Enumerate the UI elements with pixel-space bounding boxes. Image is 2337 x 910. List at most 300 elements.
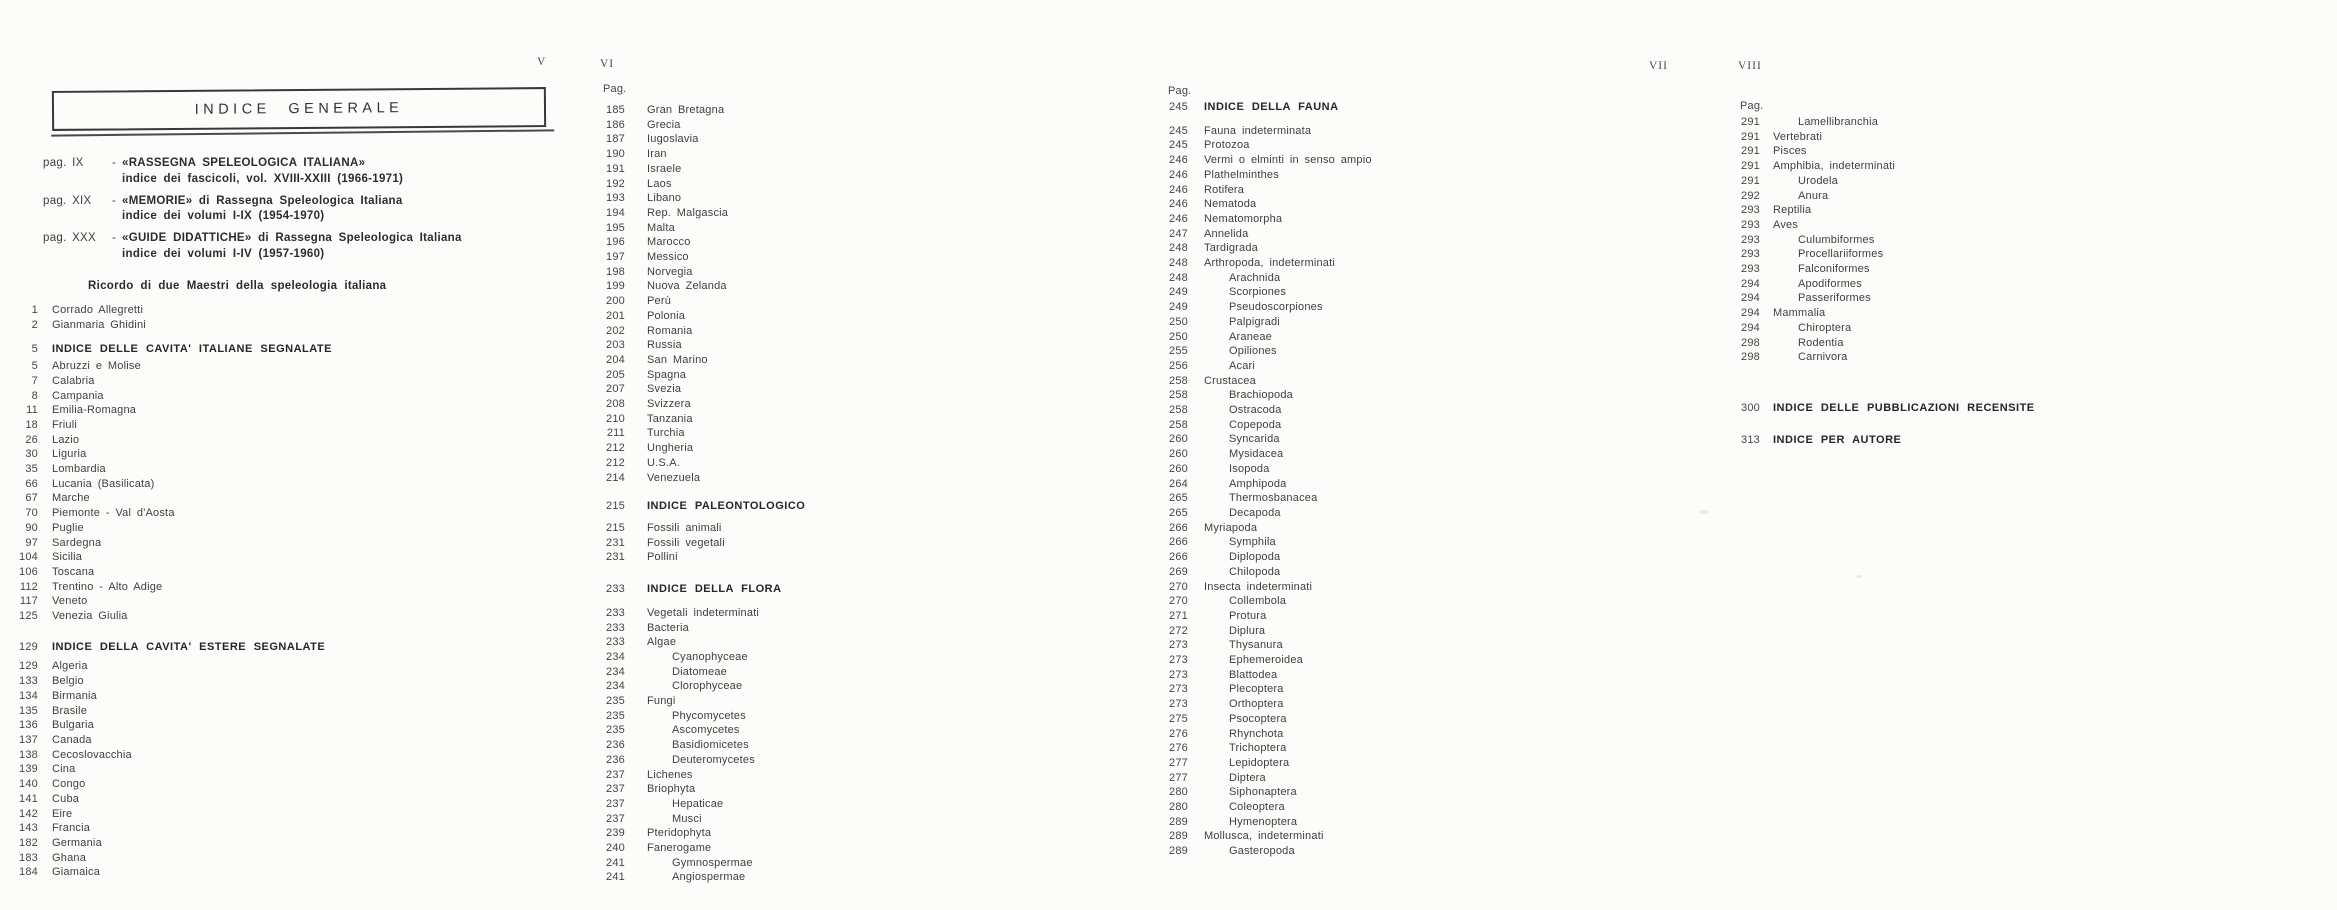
index-row (1740, 350, 2140, 365)
row-page-number: 143 (19, 822, 38, 835)
row-page-number: 265 (1169, 506, 1188, 519)
row-page-number: 204 (606, 353, 625, 366)
row-label: Marocco (647, 236, 691, 249)
row-label: Vegetali indeterminati (647, 606, 760, 619)
row-label: Svezia (647, 383, 682, 396)
index-row (0, 318, 480, 333)
index-row (1168, 771, 1528, 786)
row-label: Rotifera (1204, 183, 1245, 196)
page-vii-index-rows (1168, 100, 1528, 859)
row-page-number: 18 (25, 418, 38, 431)
row-label: Ephemeroidea (1229, 654, 1303, 667)
page-viii-index-rows (1740, 115, 2140, 447)
row-label: Anura (1798, 189, 1829, 202)
row-page-number: 280 (1169, 786, 1188, 799)
row-page-number: 241 (606, 871, 625, 884)
row-label: Lombardia (52, 463, 106, 476)
row-page-number: 280 (1169, 801, 1188, 814)
row-page-number: 248 (1169, 257, 1188, 270)
page-numeral-viii: VIII (1738, 60, 1762, 72)
row-page-number: 8 (31, 389, 38, 402)
front-matter-entries (43, 156, 523, 269)
row-page-number: 212 (606, 456, 625, 469)
row-page-number: 265 (1169, 492, 1188, 505)
index-row (600, 368, 930, 383)
row-label: Phycomycetes (672, 709, 746, 722)
row-page-number: 245 (1169, 101, 1188, 113)
row-page-number: 5 (31, 343, 38, 356)
row-page-number: 97 (25, 536, 38, 549)
row-label: Liguria (52, 448, 87, 461)
index-row (1168, 153, 1528, 168)
row-page-number: 270 (1169, 580, 1188, 593)
row-label: Francia (52, 822, 91, 835)
index-row (0, 777, 480, 792)
row-label: Rhynchota (1229, 727, 1284, 740)
row-label: Insecta indeterminati (1204, 580, 1313, 593)
row-label: Lazio (52, 433, 80, 446)
row-label: Pollini (647, 551, 678, 564)
index-row (1740, 159, 2140, 174)
row-page-number: 186 (606, 118, 625, 131)
index-row (1168, 212, 1528, 227)
row-label: Eire (52, 807, 73, 820)
index-row (600, 621, 930, 636)
row-label: Fossili vegetali (647, 536, 725, 549)
row-label: Iugoslavia (647, 133, 699, 146)
row-page-number: 26 (25, 433, 38, 446)
row-page-number: 266 (1169, 536, 1188, 549)
row-label: Tanzania (647, 412, 693, 425)
index-row (1168, 285, 1528, 300)
row-page-number: 104 (19, 551, 38, 564)
row-page-number: 236 (606, 753, 625, 766)
row-page-number: 293 (1741, 233, 1760, 246)
row-label: Falconiformes (1798, 263, 1870, 276)
row-page-number: 185 (606, 104, 625, 116)
index-row (0, 851, 480, 866)
row-page-number: 234 (606, 650, 625, 663)
row-page-number: 11 (26, 404, 38, 417)
index-row (0, 491, 480, 506)
index-row (600, 397, 930, 412)
index-row (0, 689, 480, 704)
row-label: Ungheria (647, 442, 694, 455)
row-page-number: 239 (606, 827, 625, 840)
row-page-number: 137 (19, 733, 38, 746)
row-page-number: 194 (606, 206, 625, 219)
row-page-number: 208 (606, 398, 625, 411)
row-page-number: 30 (25, 448, 38, 461)
row-page-number: 273 (1169, 668, 1188, 681)
row-label: Blattodea (1229, 668, 1278, 681)
row-label: Norvegia (647, 265, 693, 278)
row-page-number: 195 (606, 221, 625, 234)
row-page-number: 294 (1741, 292, 1760, 305)
row-label: Coleoptera (1229, 801, 1285, 814)
row-page-number: 215 (606, 500, 625, 513)
row-label: INDICE PALEONTOLOGICO (647, 500, 806, 513)
row-label: Ostracoda (1229, 404, 1282, 417)
row-label: Urodela (1798, 174, 1838, 187)
index-row (600, 279, 930, 294)
row-label: Malta (647, 221, 675, 234)
row-page-number: 246 (1169, 198, 1188, 211)
index-row (0, 389, 480, 404)
row-label: Nuova Zelanda (647, 280, 727, 293)
index-row (1168, 682, 1528, 697)
row-label: Briophyta (647, 783, 696, 796)
index-row (600, 147, 930, 162)
row-label: Brasile (52, 704, 88, 717)
row-label: Clorophyceae (672, 680, 743, 693)
index-row (1168, 432, 1528, 447)
row-page-number: 231 (606, 551, 625, 564)
row-page-number: 246 (1169, 212, 1188, 225)
row-label: Venezia Giulia (52, 610, 128, 623)
row-page-number: 191 (606, 162, 625, 175)
index-row (1740, 401, 2140, 416)
row-page-number: 258 (1169, 418, 1188, 431)
index-row (1740, 203, 2140, 218)
row-page-number: 234 (606, 680, 625, 693)
row-page-number: 129 (19, 640, 38, 653)
row-page-number: 273 (1169, 683, 1188, 696)
row-label: Pisces (1773, 145, 1807, 158)
row-page-number: 273 (1169, 698, 1188, 711)
index-row (0, 550, 480, 565)
row-label: U.S.A. (647, 456, 680, 469)
index-row (1168, 785, 1528, 800)
dash-separator: - (112, 157, 116, 169)
row-page-number: 270 (1169, 595, 1188, 608)
row-label: Crustacea (1204, 374, 1256, 387)
index-row (1740, 321, 2140, 336)
index-row (1168, 138, 1528, 153)
row-label: Nematoda (1204, 198, 1257, 211)
row-label: Venezuela (647, 471, 701, 484)
dedication-line: Ricordo di due Maestri della speleologia italiana (88, 280, 387, 292)
row-page-number: 197 (606, 251, 625, 264)
page-vi-index-rows (600, 103, 930, 885)
row-page-number: 203 (606, 339, 625, 352)
row-label: Collembola (1229, 595, 1287, 608)
index-row (600, 382, 930, 397)
row-page-number: 138 (19, 748, 38, 761)
row-page-number: 133 (19, 675, 38, 688)
row-label: Angiospermae (672, 871, 746, 884)
index-row (0, 718, 480, 733)
index-row (600, 338, 930, 353)
row-label: Lamellibranchia (1798, 116, 1879, 128)
index-row (0, 580, 480, 595)
index-row (1168, 168, 1528, 183)
row-page-number: 277 (1169, 756, 1188, 769)
row-label: Decapoda (1229, 506, 1281, 519)
row-page-number: 246 (1169, 168, 1188, 181)
row-label: Canada (52, 733, 92, 746)
row-label: Plathelminthes (1204, 168, 1279, 181)
row-page-number: 266 (1169, 551, 1188, 564)
row-page-number: 207 (606, 383, 625, 396)
index-row (600, 353, 930, 368)
page-title: INDICE GENERALE (194, 100, 404, 118)
row-page-number: 300 (1741, 401, 1760, 414)
row-label: Araneae (1229, 330, 1272, 343)
row-label: Gasteropoda (1229, 845, 1295, 858)
row-label: Cecoslovacchia (52, 748, 132, 761)
row-label: Amphipoda (1229, 477, 1287, 490)
row-label: Ghana (52, 851, 87, 864)
row-page-number: 129 (19, 660, 38, 673)
front-entry-text (122, 231, 523, 262)
index-row (600, 536, 930, 551)
row-page-number: 264 (1169, 477, 1188, 490)
row-page-number: 249 (1169, 301, 1188, 314)
row-page-number: 291 (1741, 145, 1760, 158)
row-page-number: 140 (19, 778, 38, 791)
row-page-number: 1 (31, 304, 38, 316)
row-page-number: 193 (606, 192, 625, 205)
row-label: Gianmaria Ghidini (52, 318, 146, 331)
row-label: Psocoptera (1229, 712, 1287, 725)
index-row (0, 640, 480, 655)
front-entry-line2: indice dei volumi I-IV (1957-1960) (122, 247, 325, 260)
row-label: INDICE DELLE CAVITA' ITALIANE SEGNALATE (52, 343, 332, 356)
index-row (1168, 506, 1528, 521)
index-row (600, 309, 930, 324)
row-page-number: 289 (1169, 830, 1188, 843)
index-row (1168, 594, 1528, 609)
row-label: Lichenes (647, 768, 693, 781)
index-row (600, 709, 930, 724)
row-label: Aves (1773, 218, 1799, 231)
index-row (0, 477, 480, 492)
row-label: Sardegna (52, 536, 102, 549)
dash-separator: - (112, 194, 116, 207)
row-label: Basidiomicetes (672, 739, 749, 752)
row-label: Toscana (52, 565, 95, 578)
index-row (1740, 336, 2140, 351)
row-label: Friuli (52, 418, 78, 431)
row-label: Sicilia (52, 551, 83, 564)
row-label: Ascomycetes (672, 724, 740, 737)
row-label: Algae (647, 636, 677, 649)
row-page-number: 291 (1741, 130, 1760, 143)
index-row (600, 665, 930, 680)
index-row (1168, 756, 1528, 771)
row-label: Thermosbanacea (1229, 492, 1318, 505)
row-label: INDICE PER AUTORE (1773, 433, 1902, 446)
row-label: Isopoda (1229, 462, 1270, 475)
index-row (1168, 241, 1528, 256)
row-page-number: 235 (606, 709, 625, 722)
row-page-number: 196 (606, 236, 625, 249)
index-row (0, 807, 480, 822)
index-row (1740, 130, 2140, 145)
row-page-number: 198 (606, 265, 625, 278)
index-row (1740, 174, 2140, 189)
index-row (1168, 344, 1528, 359)
row-page-number: 245 (1169, 139, 1188, 152)
index-row (1168, 712, 1528, 727)
row-page-number: 293 (1741, 248, 1760, 261)
page-numeral-vii: VII (1649, 60, 1668, 72)
index-row (1168, 550, 1528, 565)
index-row (600, 723, 930, 738)
index-row (1168, 197, 1528, 212)
dash-separator: - (112, 232, 116, 245)
index-row (1740, 144, 2140, 159)
pag-column-header-vi: Pag. (603, 83, 627, 95)
index-row (1168, 256, 1528, 271)
index-row (0, 594, 480, 609)
row-label: Emilia-Romagna (52, 404, 137, 417)
index-row (1168, 653, 1528, 668)
index-row (0, 609, 480, 624)
row-page-number: 298 (1741, 336, 1760, 349)
row-page-number: 201 (606, 309, 625, 322)
scan-artifact (1700, 510, 1708, 514)
row-label: Lepidoptera (1229, 756, 1290, 769)
row-label: Rodentia (1798, 336, 1844, 349)
row-label: Chiroptera (1798, 321, 1852, 334)
row-page-number: 112 (19, 580, 38, 593)
index-row (0, 659, 480, 674)
row-label: Mammalia (1773, 307, 1826, 320)
index-row (1168, 624, 1528, 639)
index-row (600, 679, 930, 694)
row-page-number: 291 (1741, 116, 1760, 128)
row-page-number: 237 (606, 768, 625, 781)
index-row (600, 650, 930, 665)
row-label: Musci (672, 812, 702, 825)
index-row (600, 162, 930, 177)
front-entry-line1: «GUIDE DIDATTICHE» di Rassegna Speleologica Italiana (122, 232, 462, 245)
row-label: Russia (647, 339, 682, 352)
row-page-number: 200 (606, 295, 625, 308)
pag-column-header-vii: Pag. (1168, 85, 1192, 97)
row-label: Mollusca, indeterminati (1204, 830, 1324, 843)
row-page-number: 70 (25, 507, 38, 520)
row-label: Protozoa (1204, 139, 1250, 152)
index-row (1168, 815, 1528, 830)
row-label: Orthoptera (1229, 698, 1284, 711)
front-entry-page-ref: pag. XXX (43, 232, 96, 245)
row-page-number: 135 (19, 704, 38, 717)
index-row (1168, 124, 1528, 139)
row-page-number: 199 (606, 280, 625, 293)
index-row (600, 412, 930, 427)
row-page-number: 35 (25, 463, 38, 476)
index-row (0, 565, 480, 580)
row-page-number: 258 (1169, 389, 1188, 402)
row-page-number: 258 (1169, 404, 1188, 417)
index-row (600, 606, 930, 621)
row-page-number: 237 (606, 797, 625, 810)
row-page-number: 246 (1169, 154, 1188, 167)
index-row (1168, 491, 1528, 506)
row-page-number: 246 (1169, 183, 1188, 196)
row-page-number: 271 (1169, 609, 1188, 622)
row-page-number: 289 (1169, 815, 1188, 828)
row-label: Bulgaria (52, 719, 94, 732)
index-row (1168, 227, 1528, 242)
row-label: Vermi o elminti in senso ampio (1204, 154, 1372, 167)
row-page-number: 210 (606, 412, 625, 425)
index-row (600, 753, 930, 768)
row-page-number: 273 (1169, 654, 1188, 667)
row-label: Plecoptera (1229, 683, 1284, 696)
row-label: Israele (647, 162, 682, 175)
index-row (0, 704, 480, 719)
index-row (600, 550, 930, 565)
row-page-number: 237 (606, 812, 625, 825)
row-label: Svizzera (647, 398, 691, 411)
index-row (600, 797, 930, 812)
row-label: Congo (52, 778, 86, 791)
row-page-number: 293 (1741, 263, 1760, 276)
index-row (1740, 277, 2140, 292)
row-page-number: 273 (1169, 639, 1188, 652)
row-page-number: 7 (31, 374, 38, 387)
index-row (0, 359, 480, 374)
index-row (1168, 100, 1528, 115)
row-page-number: 294 (1741, 307, 1760, 320)
index-row (1168, 359, 1528, 374)
row-page-number: 250 (1169, 315, 1188, 328)
row-page-number: 233 (606, 636, 625, 649)
row-label: Pteridophyta (647, 827, 712, 840)
index-row (1168, 462, 1528, 477)
index-row (1168, 829, 1528, 844)
row-page-number: 291 (1741, 160, 1760, 173)
index-row (0, 462, 480, 477)
index-row (1168, 388, 1528, 403)
row-page-number: 233 (606, 621, 625, 634)
row-label: Diplura (1229, 624, 1266, 637)
row-label: San Marino (647, 353, 708, 366)
front-entry-line2: indice dei fascicoli, vol. XVIII-XXIII (1966-1971) (122, 172, 404, 185)
index-row (600, 235, 930, 250)
index-row (1168, 580, 1528, 595)
index-row (1168, 697, 1528, 712)
row-page-number: 235 (606, 724, 625, 737)
row-label: Messico (647, 251, 689, 264)
front-entry-line1: «RASSEGNA SPELEOLOGICA ITALIANA» (122, 157, 366, 169)
row-label: Syncarida (1229, 433, 1280, 446)
front-entry-line1: «MEMORIE» di Rassegna Speleologica Italiana (122, 194, 403, 207)
row-label: Diplopoda (1229, 551, 1281, 564)
index-row (1740, 115, 2140, 130)
row-label: Spagna (647, 368, 687, 381)
row-page-number: 214 (606, 471, 625, 484)
index-row (0, 536, 480, 551)
row-page-number: 260 (1169, 462, 1188, 475)
index-row (600, 441, 930, 456)
index-row (600, 738, 930, 753)
row-page-number: 272 (1169, 624, 1188, 637)
row-label: Birmania (52, 689, 98, 702)
row-label: Tardigrada (1204, 242, 1258, 255)
row-page-number: 139 (19, 763, 38, 776)
row-label: Vertebrati (1773, 130, 1823, 143)
index-row (1168, 418, 1528, 433)
row-label: Gymnospermae (672, 856, 753, 869)
row-page-number: 255 (1169, 345, 1188, 358)
index-row (1168, 741, 1528, 756)
row-label: Acari (1229, 359, 1256, 372)
